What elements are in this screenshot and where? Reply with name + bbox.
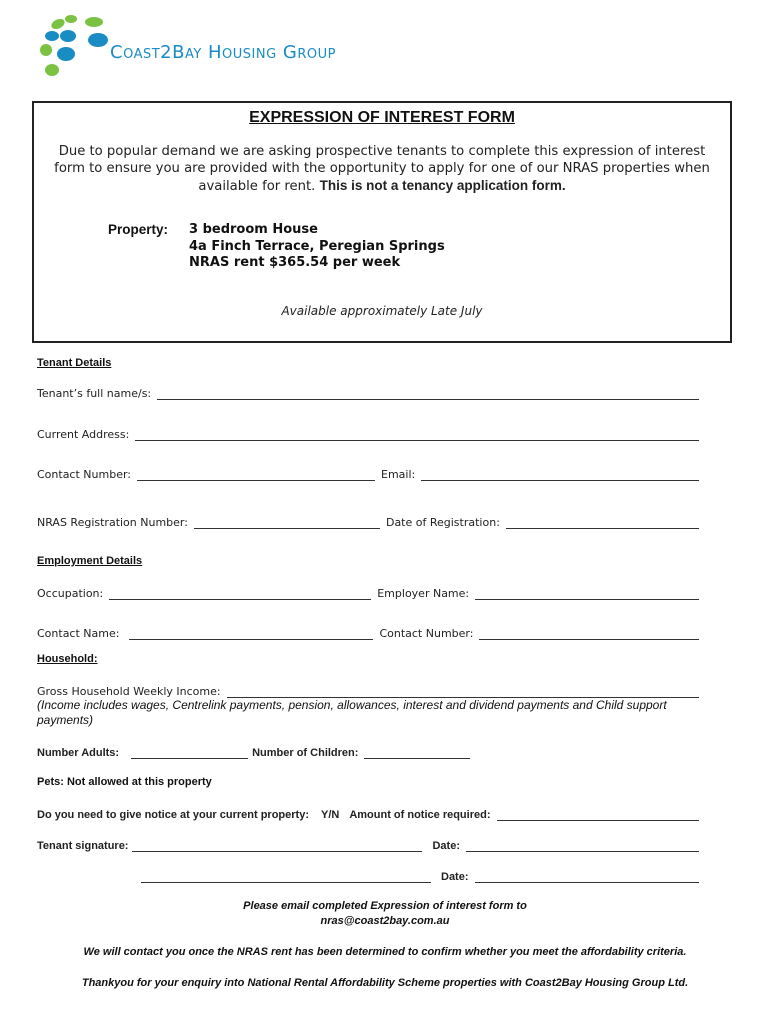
adults-field[interactable] <box>131 747 248 759</box>
second-signature-field[interactable] <box>141 871 431 883</box>
address-field[interactable] <box>135 429 699 441</box>
intro-box <box>32 101 732 343</box>
household-heading: Household: <box>37 653 98 665</box>
notice-label: Do you need to give notice at your current property: <box>37 809 309 821</box>
income-note: (Income includes wages, Centrelink payments, pension, allowances, interest and dividend payments and Child support payments) <box>37 698 667 727</box>
employer-contact-number-label: Contact Number: <box>379 627 474 640</box>
contact-name-field[interactable] <box>129 628 373 640</box>
date-of-registration-field[interactable] <box>506 517 699 529</box>
notice-yn[interactable]: Y/N <box>320 809 340 821</box>
address-label: Current Address: <box>37 428 130 441</box>
tenant-name-row <box>37 384 699 400</box>
income-field[interactable] <box>227 686 699 698</box>
second-date-field[interactable] <box>475 871 699 883</box>
signature-date-field[interactable] <box>466 840 699 852</box>
occupants-row <box>37 743 699 759</box>
intro-body: Due to popular demand we are asking prospective tenants to complete this expression of interest form to ensure you are provided with the opportunity to apply for one of our NRAS properties when available for rent. <box>54 144 710 194</box>
contact-name-label: Contact Name: <box>37 627 120 640</box>
tenant-details-heading: Tenant Details <box>37 357 112 369</box>
tenant-name-label: Tenant’s full name/s: <box>37 387 152 400</box>
availability-note: Available approximately Late July <box>281 304 483 318</box>
occupation-label: Occupation: <box>37 587 104 600</box>
employer-contact-number-field[interactable] <box>479 628 699 640</box>
property-details <box>189 222 445 272</box>
employer-name-label: Employer Name: <box>377 587 470 600</box>
property-label: Property: <box>108 222 169 237</box>
income-label: Gross Household Weekly Income: <box>37 685 221 698</box>
nras-row <box>37 513 699 529</box>
contact-email-row <box>37 465 699 481</box>
thankyou-note: Thankyou for your enquiry into National Rental Affordability Scheme properties with Coast2Bay Housing Group Ltd. <box>81 977 689 989</box>
nras-registration-label: NRAS Registration Number: <box>37 516 188 529</box>
occupation-field[interactable] <box>109 588 371 600</box>
second-signature-row <box>37 867 699 883</box>
pets-note: Pets: Not allowed at this property <box>37 776 212 788</box>
logo-icon <box>36 14 116 82</box>
signature-label: Tenant signature: <box>37 840 129 852</box>
contact-number-label: Contact Number: <box>37 468 131 481</box>
occupation-row <box>37 584 699 600</box>
signature-row <box>37 836 699 852</box>
form-title: EXPRESSION OF INTEREST FORM <box>249 109 515 126</box>
email-instruction: Please email completed Expression of interest form to <box>243 900 527 912</box>
income-row <box>37 682 699 698</box>
email-address: nras@coast2bay.com.au <box>320 915 450 927</box>
notice-amount-field[interactable] <box>497 809 700 821</box>
logo-text: Coast2Bay Housing Group <box>110 42 336 63</box>
notice-row <box>37 805 699 821</box>
children-label: Number of Children: <box>252 747 359 759</box>
second-date-label: Date: <box>441 871 469 883</box>
contact-number-field[interactable] <box>137 469 375 481</box>
date-of-registration-label: Date of Registration: <box>385 516 500 529</box>
intro-body-bold: This is not a tenancy application form. <box>319 178 566 193</box>
property-address: 4a Finch Terrace, Peregian Springs <box>189 238 445 254</box>
employment-details-heading: Employment Details <box>37 555 143 567</box>
employer-name-field[interactable] <box>475 588 699 600</box>
tenant-name-field[interactable] <box>157 388 699 400</box>
address-row <box>37 425 699 441</box>
intro-text <box>42 143 722 195</box>
notice-amount-label: Amount of notice required: <box>349 809 491 821</box>
contact-note: We will contact you once the NRAS rent has been determined to confirm whether you meet the affordability criteria. <box>83 946 687 958</box>
property-type: 3 bedroom House <box>189 222 318 237</box>
logo <box>36 14 396 84</box>
children-field[interactable] <box>364 747 470 759</box>
email-field[interactable] <box>421 469 699 481</box>
contact-name-row <box>37 624 699 640</box>
adults-label: Number Adults: <box>37 747 120 759</box>
signature-field[interactable] <box>132 840 422 852</box>
email-label: Email: <box>381 468 416 481</box>
signature-date-label: Date: <box>432 840 460 852</box>
nras-registration-field[interactable] <box>194 517 380 529</box>
property-rent: NRAS rent $365.54 per week <box>189 255 401 270</box>
